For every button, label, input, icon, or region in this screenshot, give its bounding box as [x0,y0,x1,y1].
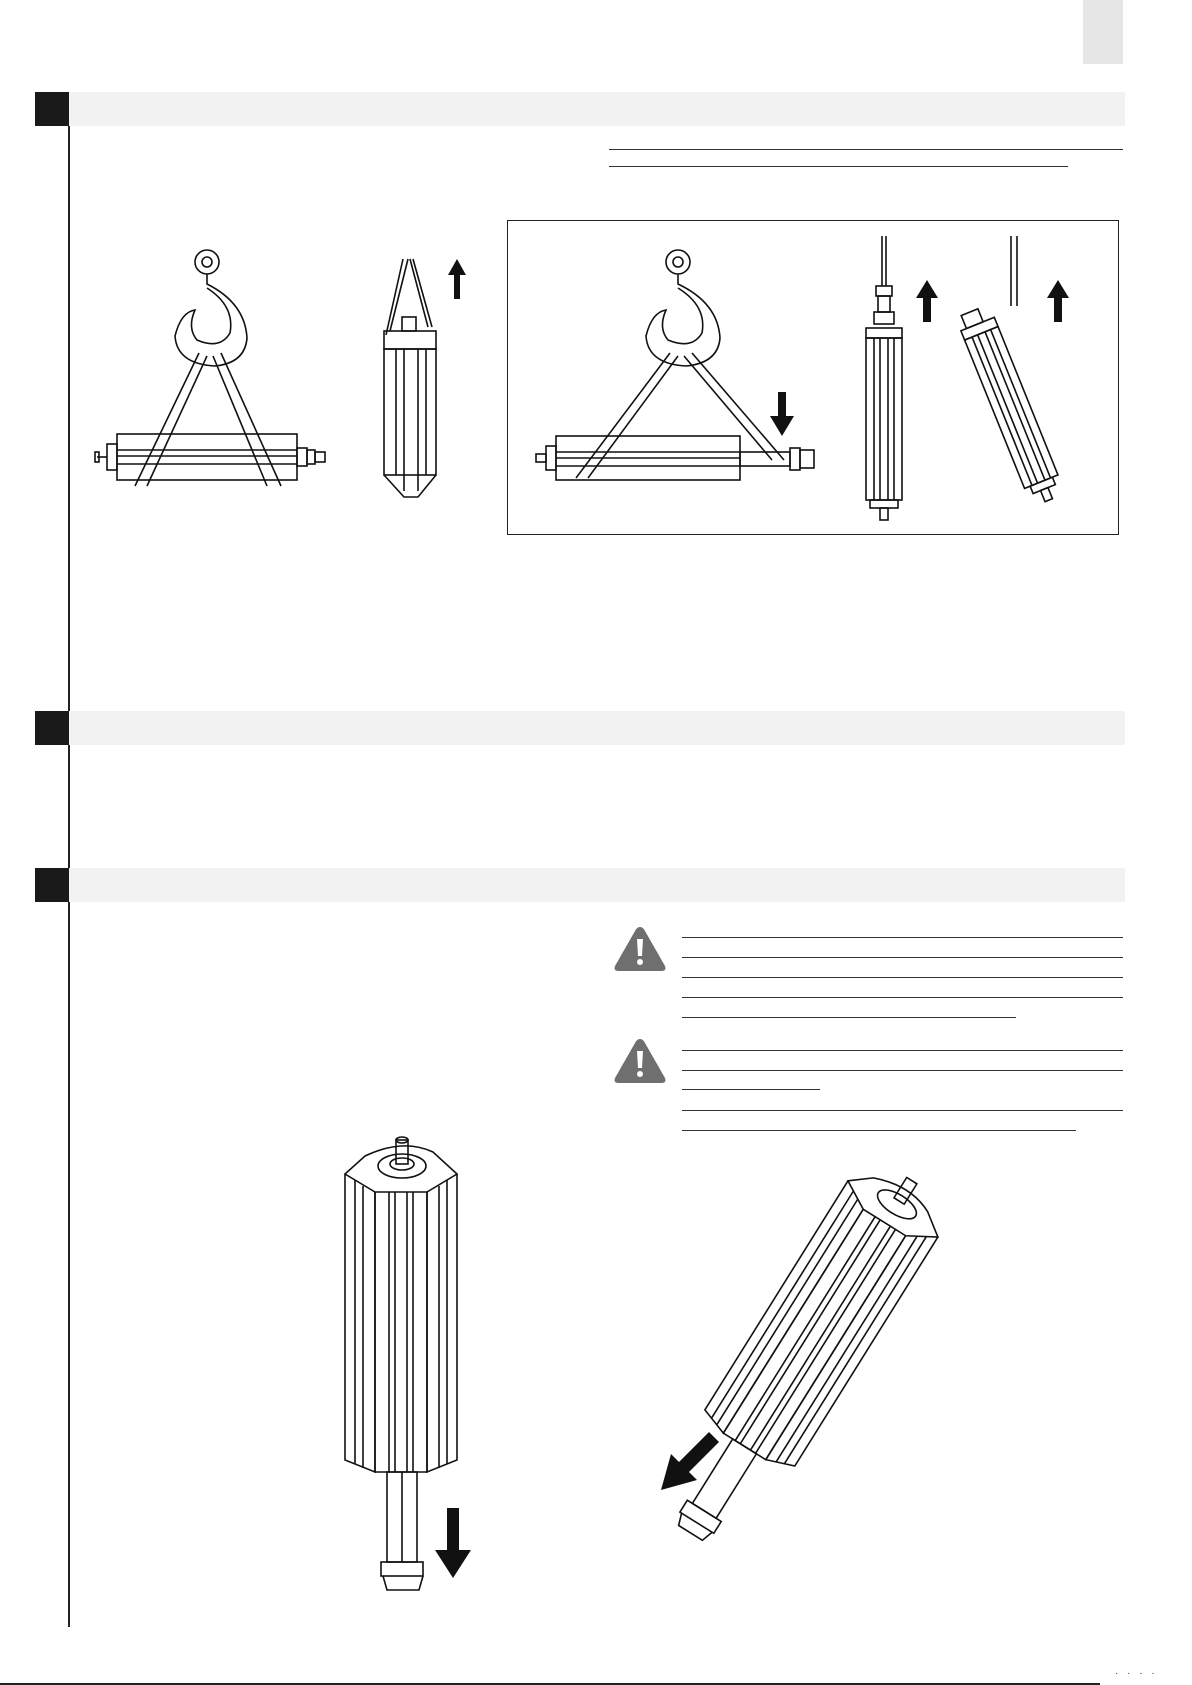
text-line [682,1070,1123,1071]
section-header-transport [35,92,1125,126]
footer-rule [0,1683,1100,1685]
text-line [682,957,1123,958]
arrow-up-icon [1047,280,1069,322]
arrow-up-icon [448,259,466,299]
section-marker-storage [35,711,69,745]
arrow-down-icon [435,1508,471,1578]
section-marker-installation [35,868,69,902]
arrow-down-left-icon [661,1432,719,1490]
warning-triangle-icon [612,1036,668,1086]
left-margin-rule [68,92,70,1627]
actuator-vertical-extension-illustration [335,1130,495,1595]
text-line [682,937,1123,938]
actuator-tilted-extension-illustration [625,1160,945,1590]
eyebolt-lift-tilted-illustration [975,236,1095,526]
sling-lift-vertical-illustration [378,255,478,505]
text-line [682,1089,820,1090]
text-line [609,166,1068,167]
text-line [609,149,1123,150]
arrow-down-icon [770,392,794,436]
text-line [682,1017,1016,1018]
text-line [682,977,1123,978]
text-line [682,1130,1076,1131]
section-marker-transport [35,92,69,126]
page-tab [1083,0,1123,64]
section-header-installation [35,868,1125,902]
eyebolt-lift-vertical-illustration [860,236,980,526]
warning-triangle-icon [612,924,668,974]
hook-lift-horizontal-illustration [95,248,335,498]
text-line [682,1110,1123,1111]
section-header-storage [35,711,1125,745]
arrow-up-icon [916,280,938,322]
hook-lift-extended-illustration [532,248,832,478]
text-line [682,997,1123,998]
footer-marks: · · · · [1115,1668,1158,1679]
text-line [682,1050,1123,1051]
